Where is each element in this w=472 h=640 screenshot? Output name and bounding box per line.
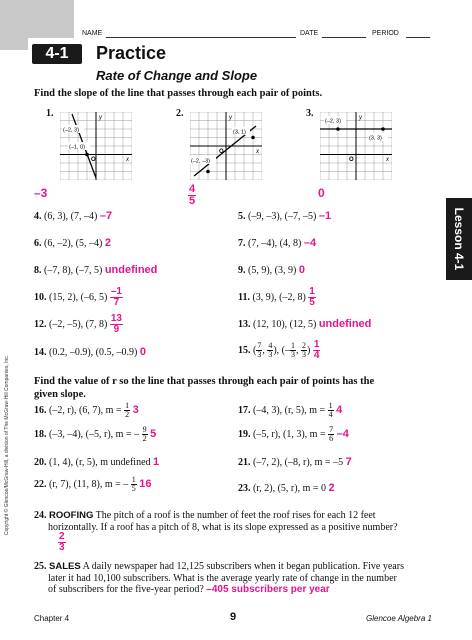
page-subtitle: Rate of Change and Slope xyxy=(96,68,258,83)
problem-24-answer: $\frac{2}{3}$ xyxy=(59,531,65,553)
period-label: PERIOD xyxy=(372,30,399,37)
graph2-point-b xyxy=(206,170,210,174)
problem-8: 8. (–7, 8), (–7, 5) undefined xyxy=(34,264,158,276)
svg-text:y: y xyxy=(229,115,232,121)
svg-text:O: O xyxy=(219,149,224,155)
problem-20: 20. (1, 4), (r, 5), m undefined 1 xyxy=(34,456,160,468)
graph3-point-a xyxy=(336,127,340,131)
date-line xyxy=(322,37,366,38)
svg-text:x: x xyxy=(386,157,389,163)
problem-24: 24. ROOFING The pitch of a roof is the number of feet the roof rises for each 12 feet xyxy=(34,510,376,521)
svg-text:O: O xyxy=(91,157,96,163)
date-label: DATE xyxy=(300,30,319,37)
problem-25-line3: of subscribers for the five-year period? –405 subscribers per year xyxy=(48,584,330,595)
graph2-point-a xyxy=(251,136,255,140)
graph1 xyxy=(60,112,132,180)
problem-6: 6. (6, –2), (5, –4) 2 xyxy=(34,237,111,249)
problem-4: 4. (6, 3), (7, –4) –7 xyxy=(34,210,113,222)
graph3-label-b: (3, 3) xyxy=(369,135,382,142)
svg-text:x: x xyxy=(126,157,129,163)
problem-11: 11. (3, 9), (–2, 8) $\frac{1}{5}$ xyxy=(238,286,315,308)
period-line xyxy=(406,37,430,38)
name-line xyxy=(106,37,296,38)
problem-10: 10. (15, 2), (–6, 5) $\frac{-1}{7}$ xyxy=(34,286,122,308)
lesson-badge: 4-1 xyxy=(32,44,82,64)
problem-24-line2: horizontally. If a roof has a pitch of 8, what is its slope expressed as a positive number? xyxy=(48,522,398,533)
problem-12: 12. (–2, –5), (7, 8) $\frac{13}{9}$ xyxy=(34,313,122,335)
footer-book-title: Glencoe Algebra 1 xyxy=(366,614,432,623)
svg-text:y: y xyxy=(359,115,362,121)
problem-15: 15. ( $\frac{7}{3}$ , $\frac{4}{3}$ ), (– $\frac{1}{3}$ , $\frac{2}{3}$ ) $\frac{1}{4}$ xyxy=(238,339,320,361)
problem-13: 13. (12, 10), (12, 5) undefined xyxy=(238,318,372,330)
problem-14: 14. (0.2, –0.9), (0.5, –0.9) 0 xyxy=(34,346,146,358)
footer-page-number: 9 xyxy=(230,611,237,623)
problem-25: 25. SALES A daily newspaper had 12,125 subscribers when it began publication. Five years xyxy=(34,561,404,572)
graph3-number: 3. xyxy=(306,108,314,119)
graph1-label-b: (–1, 0) xyxy=(69,144,85,151)
lesson-side-tab: Lesson 4-1 xyxy=(446,198,472,280)
svg-text:y: y xyxy=(99,115,102,121)
graph1-point-b xyxy=(85,153,89,157)
problem-21: 21. (–7, 2), (–8, r), m = –5 7 xyxy=(238,456,352,468)
header-corner-block-2 xyxy=(0,38,28,50)
graph2-label-a: (3, 1) xyxy=(233,129,246,136)
problem-23: 23. (r, 2), (5, r), m = 0 2 xyxy=(238,482,335,494)
graph2-answer: $\frac{4}{5}$ xyxy=(189,183,196,207)
header-corner-block xyxy=(0,0,74,38)
svg-text:O: O xyxy=(349,157,354,163)
problem-19: 19. (–5, r), (1, 3), m = $\frac{7}{6}$ –4 xyxy=(238,425,349,443)
graph2-label-b: (–2, –3) xyxy=(191,158,210,165)
problem-17: 17. (–4, 3), (r, 5), m = $\frac{1}{4}$ 4 xyxy=(238,401,343,419)
graph1-number: 1. xyxy=(46,108,54,119)
problem-18: 18. (–3, –4), (–5, r), m = – $\frac{9}{2}$ 5 xyxy=(34,425,157,443)
problem-5: 5. (–9, –3), (–7, –5) –1 xyxy=(238,210,332,222)
graph3-answer: 0 xyxy=(318,186,325,200)
problem-9: 9. (5, 9), (3, 9) 0 xyxy=(238,264,305,276)
graph3 xyxy=(320,112,392,180)
graph2-number: 2. xyxy=(176,108,184,119)
svg-text:x: x xyxy=(256,149,259,155)
graph3-label-a: (–2, 3) xyxy=(325,118,341,125)
graph1-answer: –3 xyxy=(34,186,48,200)
page-title: Practice xyxy=(96,43,167,63)
copyright-notice: Copyright © Glencoe/McGraw-Hill, a division of The McGraw-Hill Companies, Inc. xyxy=(4,354,10,536)
problem-25-line2: later it had 10,100 subscribers. What is the average yearly rate of change in the number xyxy=(48,573,397,584)
graph2 xyxy=(190,112,262,180)
graph3-point-b xyxy=(381,127,385,131)
section1-instructions: Find the slope of the line that passes through each pair of points. xyxy=(34,88,323,99)
problem-22: 22. (r, 7), (11, 8), m = – $\frac{1}{5}$ 16 xyxy=(34,475,152,493)
graph1-label-a: (–2, 3) xyxy=(63,127,79,134)
problem-7: 7. (7, –4), (4, 8) –4 xyxy=(238,237,317,249)
problem-16: 16. (–2, r), (6, 7), m = $\frac{1}{2}$ 3 xyxy=(34,401,139,419)
section2-instructions-line1: Find the value of r so the line that passes through each pair of points has the xyxy=(34,376,375,387)
name-label: NAME xyxy=(82,30,103,37)
section2-instructions-line2: given slope. xyxy=(34,389,86,400)
footer-chapter: Chapter 4 xyxy=(34,614,70,623)
